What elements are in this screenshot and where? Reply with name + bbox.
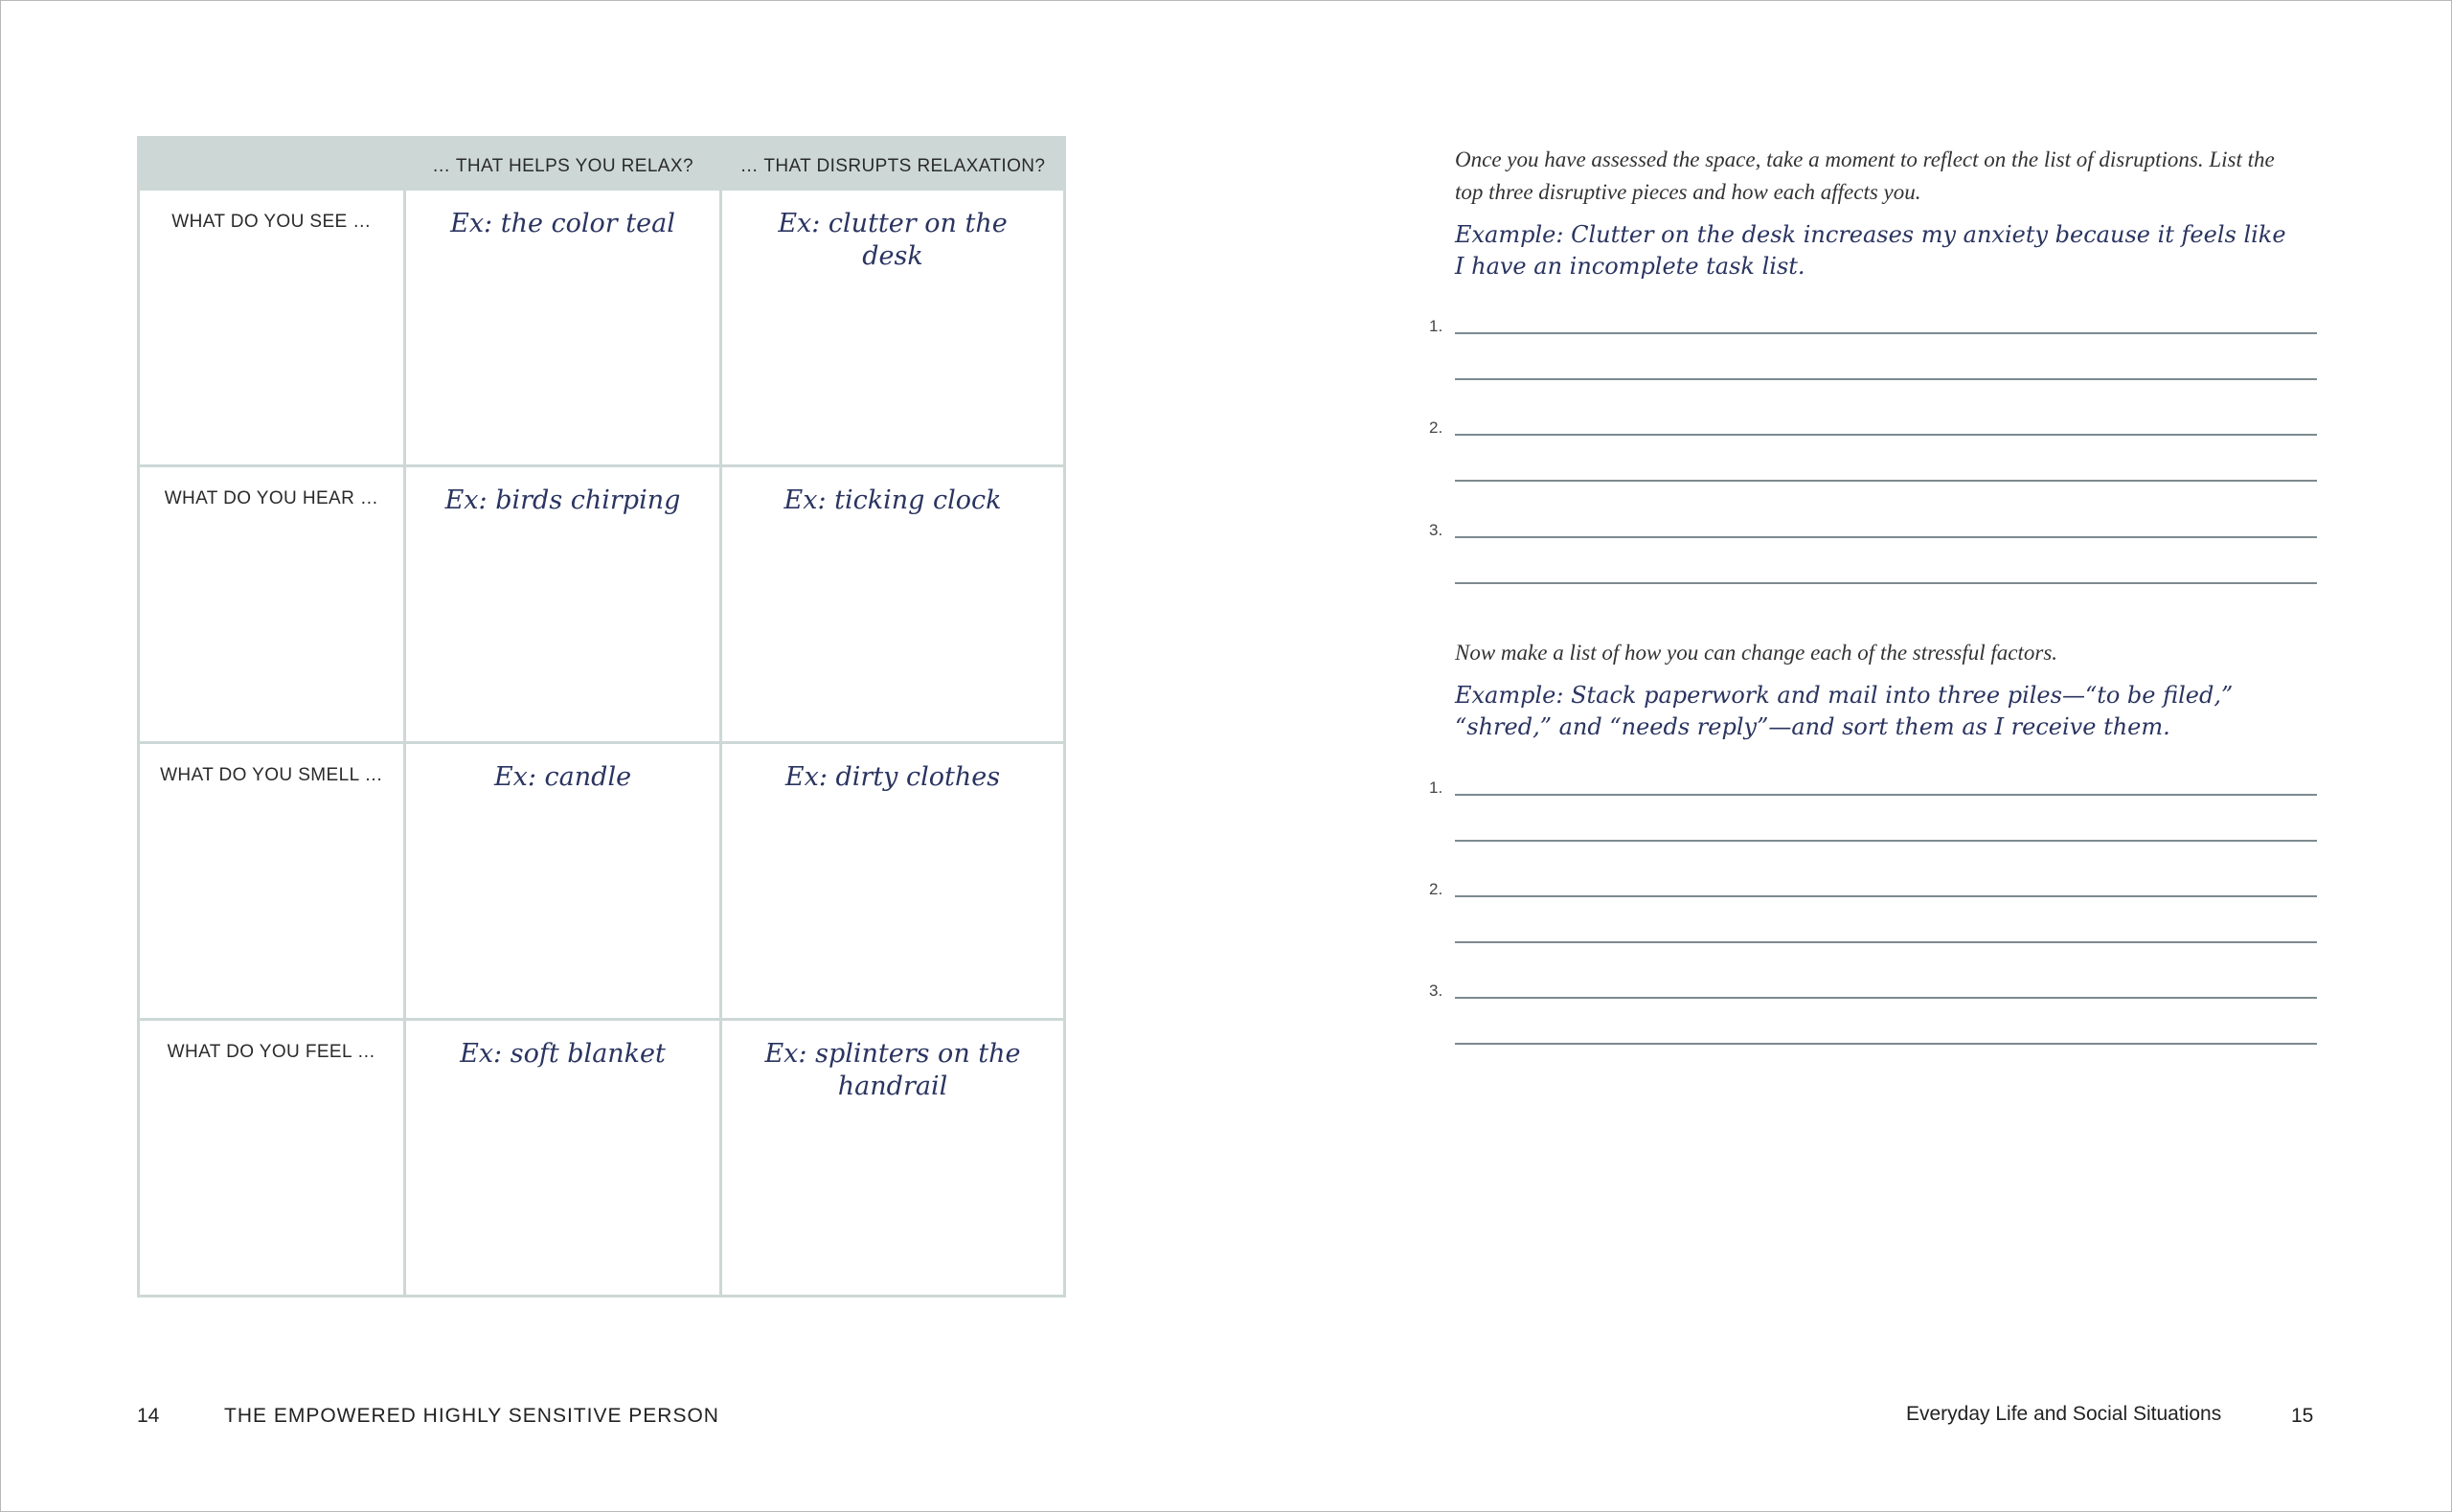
cell-smell-disrupts[interactable]: Ex: dirty clothes	[721, 743, 1065, 1020]
section2-line-2a[interactable]	[1455, 895, 2317, 897]
cell-feel-disrupts[interactable]: Ex: splinters on the handrail	[721, 1020, 1065, 1297]
section2-line-3b[interactable]	[1455, 1043, 2317, 1045]
section1-line-2a[interactable]	[1455, 434, 2317, 436]
header-empty	[139, 138, 405, 190]
section1-line-1b[interactable]	[1455, 378, 2317, 380]
header-disrupts-relaxation: … THAT DISRUPTS RELAXATION?	[721, 138, 1065, 190]
header-helps-relax: … THAT HELPS YOU RELAX?	[405, 138, 721, 190]
section2-number-3: 3.	[1429, 982, 1443, 1000]
cell-hear-helps[interactable]: Ex: birds chirping	[405, 466, 721, 743]
section1-instruction: Once you have assessed the space, take a moment to reflect on the list of disruptions. List the top three disruptive pieces and how each affects you.	[1455, 147, 2275, 204]
section2-number-2: 2.	[1429, 880, 1443, 898]
left-running-head: THE EMPOWERED HIGHLY SENSITIVE PERSON	[224, 1405, 719, 1427]
section1-line-1a[interactable]	[1455, 332, 2317, 334]
section1-line-2b[interactable]	[1455, 480, 2317, 482]
section1-line-3b[interactable]	[1455, 582, 2317, 584]
section2-example: Example: Stack paperwork and mail into three piles—“to be filed,” “shred,” and “needs reply”—and sort them as I receive them.	[1455, 682, 2234, 740]
section2-line-1a[interactable]	[1455, 794, 2317, 796]
table-header-row	[139, 138, 1065, 190]
senses-worksheet-table	[137, 136, 1066, 1298]
section1-number-3: 3.	[1429, 521, 1443, 539]
table-row-see	[139, 190, 1065, 466]
table-row-smell	[139, 743, 1065, 1020]
section1-number-1: 1.	[1429, 317, 1443, 335]
cell-see-helps[interactable]: Ex: the color teal	[405, 190, 721, 466]
section2-instruction: Now make a list of how you can change each of the stressful factors.	[1455, 641, 2058, 665]
cell-see-disrupts[interactable]: Ex: clutter on the desk	[721, 190, 1065, 466]
table-row-hear	[139, 466, 1065, 743]
row-label-see: WHAT DO YOU SEE …	[139, 190, 405, 466]
right-page-number: 15	[2291, 1405, 2314, 1427]
cell-hear-disrupts[interactable]: Ex: ticking clock	[721, 466, 1065, 743]
right-running-head: Everyday Life and Social Situations	[1906, 1403, 2222, 1425]
table-row-feel	[139, 1020, 1065, 1297]
section2-number-1: 1.	[1429, 779, 1443, 797]
cell-smell-helps[interactable]: Ex: candle	[405, 743, 721, 1020]
row-label-hear: WHAT DO YOU HEAR …	[139, 466, 405, 743]
row-label-smell: WHAT DO YOU SMELL …	[139, 743, 405, 1020]
section1-example: Example: Clutter on the desk increases my anxiety because it feels like I have an incomplete task list.	[1455, 221, 2286, 280]
section2-line-3a[interactable]	[1455, 997, 2317, 999]
section1-number-2: 2.	[1429, 418, 1443, 437]
row-label-feel: WHAT DO YOU FEEL …	[139, 1020, 405, 1297]
section1-line-3a[interactable]	[1455, 536, 2317, 538]
left-page-number: 14	[137, 1405, 160, 1427]
cell-feel-helps[interactable]: Ex: soft blanket	[405, 1020, 721, 1297]
section2-line-2b[interactable]	[1455, 941, 2317, 943]
section2-line-1b[interactable]	[1455, 840, 2317, 842]
